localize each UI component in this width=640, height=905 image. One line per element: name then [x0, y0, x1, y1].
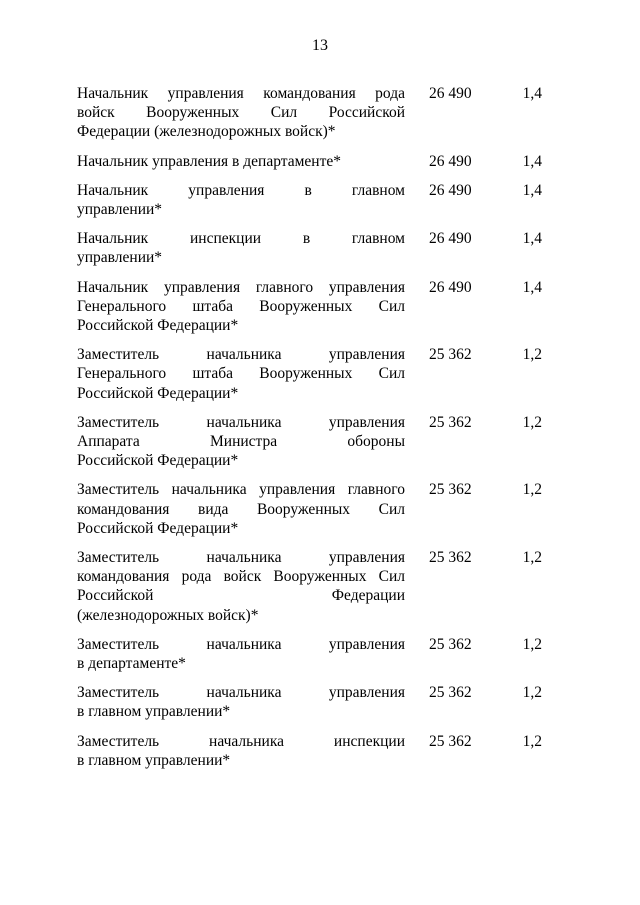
- position-title-line: Заместитель начальника управления главного: [77, 481, 405, 499]
- position-title-line: Начальник управления командования рода: [77, 85, 405, 102]
- coefficient-value: 1,2: [522, 635, 542, 653]
- position-title-line: Заместитель начальника управления: [77, 549, 405, 567]
- position-table: [77, 84, 547, 780]
- position-title-line: (железнодорожных войск)*: [77, 606, 259, 624]
- coefficient-value: 1,4: [522, 230, 542, 248]
- coefficient-value: 1,2: [522, 346, 542, 364]
- table-row: [77, 278, 547, 336]
- coefficient-value: 1,2: [522, 549, 542, 567]
- position-title-line: Российской Федерации*: [77, 384, 239, 402]
- table-row: [77, 181, 547, 219]
- coefficient-value: 1,4: [522, 85, 542, 102]
- position-title: [77, 229, 405, 267]
- table-row: [77, 84, 547, 142]
- position-title-line: Аппарата Министра обороны: [77, 433, 405, 451]
- position-title-line: Начальник управления в главном: [77, 181, 405, 199]
- table-row: [77, 152, 547, 171]
- position-title-line: в главном управлении*: [77, 751, 231, 769]
- table-row: [77, 345, 547, 403]
- position-title: [77, 181, 405, 219]
- position-title: [77, 548, 405, 625]
- position-title-line: Заместитель начальника управления: [77, 413, 405, 431]
- coefficient-value: 1,2: [522, 481, 542, 499]
- position-title-line: Заместитель начальника инспекции: [77, 732, 405, 750]
- position-title-line: Генерального штаба Вооруженных Сил: [77, 297, 405, 315]
- position-title-line: Генерального штаба Вооруженных Сил: [77, 365, 405, 383]
- position-title: [77, 480, 405, 538]
- salary-value: 25 362: [429, 684, 472, 702]
- salary-value: 26 490: [429, 278, 472, 296]
- position-title: [77, 413, 405, 471]
- position-title-line: управлении*: [77, 201, 163, 219]
- salary-value: 25 362: [429, 346, 472, 364]
- position-title-line: Начальник управления главного управления: [77, 278, 405, 296]
- position-title: [77, 84, 405, 142]
- position-title-line: в департаменте*: [77, 655, 186, 673]
- position-title-line: командования рода войск Вооруженных Сил: [77, 568, 405, 586]
- position-title: [77, 732, 405, 770]
- coefficient-value: 1,4: [522, 181, 542, 199]
- position-title-line: командования вида Вооруженных Сил: [77, 500, 405, 518]
- table-row: [77, 635, 547, 673]
- salary-value: 26 490: [429, 85, 472, 102]
- table-row: [77, 413, 547, 471]
- position-title-line: Заместитель начальника управления: [77, 346, 405, 364]
- position-title-line: Российской Федерации*: [77, 519, 239, 537]
- position-title-line: Российской Федерации*: [77, 452, 239, 470]
- page-number: 13: [312, 37, 328, 54]
- salary-value: 25 362: [429, 413, 472, 431]
- position-title-line: Федерации (железнодорожных войск)*: [77, 123, 336, 141]
- table-row: [77, 548, 547, 625]
- position-title: [77, 278, 405, 336]
- position-title: [77, 683, 405, 721]
- coefficient-value: 1,2: [522, 732, 542, 750]
- position-title: [77, 152, 405, 171]
- position-title: [77, 345, 405, 403]
- position-title-line: управлении*: [77, 249, 163, 267]
- position-title-line: Заместитель начальника управления: [77, 635, 405, 653]
- table-row: [77, 480, 547, 538]
- table-row: [77, 229, 547, 267]
- position-title-line: Заместитель начальника управления: [77, 684, 405, 702]
- position-title-line: Начальник управления в департаменте*: [77, 152, 341, 170]
- position-title-line: в главном управлении*: [77, 703, 231, 721]
- salary-value: 26 490: [429, 181, 472, 199]
- salary-value: 26 490: [429, 230, 472, 248]
- position-title-line: Начальник инспекции в главном: [77, 230, 405, 248]
- position-title-line: войск Вооруженных Сил Российской: [77, 104, 405, 122]
- coefficient-value: 1,2: [522, 413, 542, 431]
- table-row: [77, 732, 547, 770]
- salary-value: 25 362: [429, 732, 472, 750]
- table-row: [77, 683, 547, 721]
- salary-value: 25 362: [429, 549, 472, 567]
- position-title-line: Российской Федерации*: [77, 317, 239, 335]
- position-title-line: Российской Федерации: [77, 587, 405, 605]
- salary-value: 25 362: [429, 635, 472, 653]
- position-title: [77, 635, 405, 673]
- coefficient-value: 1,4: [522, 278, 542, 296]
- coefficient-value: 1,4: [522, 152, 542, 170]
- salary-value: 25 362: [429, 481, 472, 499]
- salary-value: 26 490: [429, 152, 472, 170]
- coefficient-value: 1,2: [522, 684, 542, 702]
